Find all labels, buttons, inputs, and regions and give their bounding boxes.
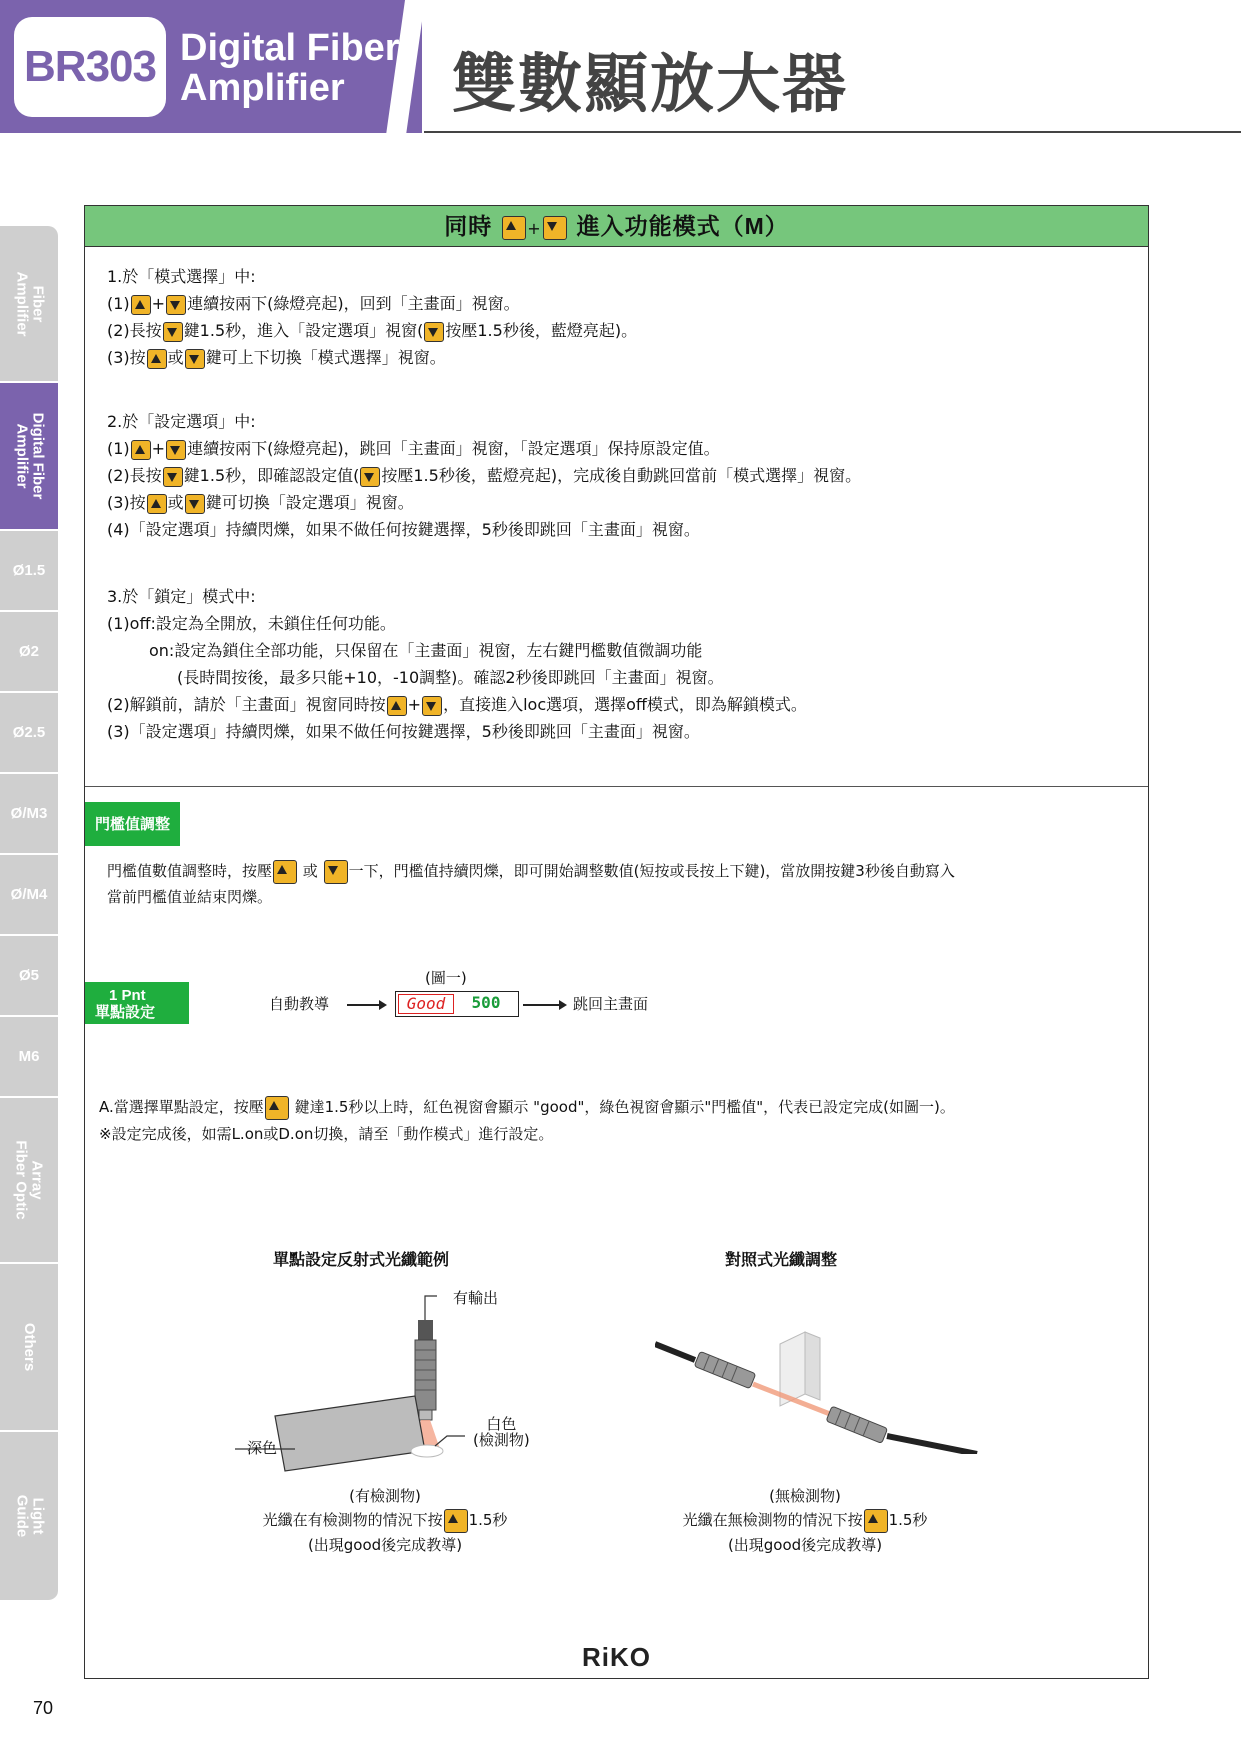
sidebar-tab-label: Ø/M4 bbox=[10, 886, 48, 903]
setting-line3: (3)按 或 鍵可切換「設定選項」視窗。 bbox=[107, 493, 414, 512]
left-caption-2: 光纖在有檢測物的情況下按 1.5秒 bbox=[235, 1508, 535, 1533]
right-caption-2: 光纖在無檢測物的情況下按 1.5秒 bbox=[655, 1508, 955, 1533]
sidebar-tab[interactable] bbox=[0, 693, 58, 773]
down-key-icon bbox=[324, 860, 348, 884]
model-badge: BR303 bbox=[14, 17, 166, 117]
page-number: 70 bbox=[33, 1698, 54, 1718]
up-key-icon bbox=[502, 216, 526, 240]
sidebar-tab[interactable] bbox=[0, 1432, 58, 1601]
note-setup: ※設定完成後，如需L.on或D.on切換，請至「動作模式」進行設定。 bbox=[99, 1125, 554, 1143]
threshold-label: 門檻值調整 bbox=[85, 802, 180, 846]
down-key-icon bbox=[185, 349, 205, 369]
mode-select-line1: (1) + 連續按兩下(綠燈亮起)，回到「主畫面」視窗。 bbox=[107, 294, 520, 313]
up-key-icon bbox=[273, 860, 297, 884]
down-key-icon bbox=[163, 322, 183, 342]
left-caption-3: (出現good後完成教導) bbox=[307, 1535, 463, 1554]
sidebar-tab-label: Fiber Amplifier bbox=[13, 270, 47, 337]
amplifier-display bbox=[395, 991, 519, 1017]
product-name bbox=[180, 28, 400, 108]
sidebar-tab-label: Others bbox=[20, 1322, 38, 1372]
up-key-icon bbox=[147, 349, 167, 369]
single-point-label-line2: 單點設定 bbox=[95, 1003, 156, 1021]
sidebar-tab[interactable] bbox=[0, 774, 58, 854]
down-key-icon bbox=[360, 467, 380, 487]
brand-name: RiKO bbox=[570, 1642, 663, 1672]
lock-line2: (2)解鎖前，請於「主畫面」視窗同時按 + ，直接進入loc選項，選擇off模式，即為解鎖模式。 bbox=[107, 695, 807, 714]
up-key-icon bbox=[864, 1509, 888, 1533]
lock-line1b: on:設定為鎖住全部功能，只保留在「主畫面」視窗，左右鍵門檻數值微調功能 bbox=[149, 641, 703, 660]
down-key-icon bbox=[185, 494, 205, 514]
setting-line2: (2)長按 鍵1.5秒，即確認設定值( 按壓1.5秒後，藍燈亮起)，完成後自動跳回當前「模式選擇」視窗。 bbox=[107, 466, 862, 485]
sidebar-tab-label: Light Guide bbox=[12, 1494, 46, 1538]
sidebar-tab[interactable] bbox=[0, 1017, 58, 1097]
down-key-icon bbox=[422, 696, 442, 716]
up-key-icon bbox=[444, 1509, 468, 1533]
red-display: Good bbox=[398, 994, 454, 1014]
sidebar-tab[interactable] bbox=[0, 1098, 58, 1263]
right-caption bbox=[655, 1484, 955, 1557]
white-label-line2: (檢測物) bbox=[473, 1431, 530, 1449]
down-key-icon bbox=[166, 295, 186, 315]
arrow-right-icon bbox=[347, 1004, 385, 1006]
left-caption bbox=[235, 1484, 535, 1557]
header-rule bbox=[424, 131, 1241, 133]
green-display: 500 bbox=[471, 993, 501, 1012]
plus-sign: + bbox=[527, 219, 542, 238]
lock-line1: (1)off:設定為全開放，未鎖住任何功能。 bbox=[107, 614, 396, 633]
white-label-line1: 白色 bbox=[486, 1415, 517, 1433]
left-illus-title: 單點設定反射式光纖範例 bbox=[273, 1250, 450, 1269]
left-caption-1: (有檢測物) bbox=[349, 1487, 421, 1505]
return-main-text: 跳回主畫面 bbox=[573, 995, 649, 1013]
right-caption-1: (無檢測物) bbox=[769, 1487, 841, 1505]
sidebar-tab[interactable] bbox=[0, 612, 58, 692]
thru-beam-fiber-illustration bbox=[655, 1324, 985, 1454]
section-header-close: ） bbox=[764, 214, 789, 240]
sidebar-tab[interactable] bbox=[0, 226, 58, 382]
mode-letter: M bbox=[744, 213, 765, 239]
sidebar-tab-label: Digital Fiber Amplifier bbox=[13, 412, 46, 500]
threshold-text-line2: 當前門檻值並結束閃爍。 bbox=[107, 888, 273, 906]
down-key-icon bbox=[163, 467, 183, 487]
up-key-icon bbox=[131, 440, 151, 460]
dark-label: 深色 bbox=[247, 1439, 278, 1457]
lock-title: 3.於「鎖定」模式中: bbox=[107, 587, 256, 606]
mode-select-title: 1.於「模式選擇」中: bbox=[107, 267, 256, 286]
section-header-prefix: 同時 bbox=[444, 214, 493, 240]
section-header bbox=[85, 206, 1148, 247]
right-illus-title: 對照式光纖調整 bbox=[725, 1250, 838, 1269]
page-title: 雙數顯放大器 bbox=[452, 48, 848, 122]
single-point-label-line1: 1 Pnt bbox=[109, 987, 146, 1004]
up-key-icon bbox=[265, 1096, 289, 1120]
sidebar-tab-label: Ø2.5 bbox=[12, 724, 46, 741]
sidebar-tab[interactable] bbox=[0, 855, 58, 935]
down-key-icon bbox=[543, 216, 567, 240]
sidebar-tab-label: Ø1.5 bbox=[12, 562, 46, 579]
content-frame bbox=[84, 205, 1149, 1679]
sidebar-tab-label: M6 bbox=[18, 1048, 40, 1065]
down-key-icon bbox=[166, 440, 186, 460]
sidebar-tab[interactable] bbox=[0, 936, 58, 1016]
arrow-right-icon bbox=[523, 1004, 565, 1006]
sidebar-tab-label: Ø/M3 bbox=[10, 805, 48, 822]
sidebar-tab-label: Array Fiber Optic bbox=[13, 1140, 46, 1220]
lock-line3: (3)「設定選項」持續閃爍，如果不做任何按鍵選擇，5秒後即跳回「主畫面」視窗。 bbox=[107, 722, 700, 741]
note-a: A.當選擇單點設定，按壓 鍵達1.5秒以上時，紅色視窗會顯示 "good"，綠色視窗會顯示"門檻值"，代表已設定完成(如圖一)。 bbox=[99, 1094, 955, 1121]
sidebar-tab[interactable] bbox=[0, 1264, 58, 1431]
up-key-icon bbox=[387, 696, 407, 716]
sidebar-tab-label: Ø5 bbox=[18, 967, 39, 984]
sidebar-tab-label: Ø2 bbox=[18, 643, 39, 660]
threshold-text-line1: 門檻值數值調整時，按壓 或 一下，門檻值持續閃爍，即可開始調整數值(短按或長按上下鍵)，當放開按鍵3秒後自動寫入 bbox=[107, 858, 955, 884]
product-name-line2: Amplifier bbox=[180, 67, 345, 109]
up-key-icon bbox=[131, 295, 151, 315]
product-name-line1: Digital Fiber bbox=[180, 27, 400, 69]
up-key-icon bbox=[147, 494, 167, 514]
setting-line4: (4)「設定選項」持續閃爍，如果不做任何按鍵選擇，5秒後即跳回「主畫面」視窗。 bbox=[107, 520, 700, 539]
section-divider bbox=[85, 786, 1148, 787]
brand-logo bbox=[85, 1642, 1148, 1687]
setting-title: 2.於「設定選項」中: bbox=[107, 412, 256, 431]
right-caption-3: (出現good後完成教導) bbox=[727, 1535, 883, 1554]
setting-line1: (1) + 連續按兩下(綠燈亮起)，跳回「主畫面」視窗，「設定選項」保持原設定值。 bbox=[107, 439, 720, 458]
auto-teach-text: 自動教導 bbox=[269, 995, 330, 1013]
mode-select-line3: (3)按 或 鍵可上下切換「模式選擇」視窗。 bbox=[107, 348, 446, 367]
figure-caption: (圖一) bbox=[425, 969, 467, 987]
lock-line1c: (長時間按後，最多只能+10，-10調整)。確認2秒後即跳回「主畫面」視窗。 bbox=[177, 668, 724, 687]
single-point-label bbox=[85, 982, 189, 1024]
output-label: 有輸出 bbox=[453, 1289, 499, 1307]
white-label bbox=[473, 1416, 530, 1448]
sidebar-tab[interactable] bbox=[0, 383, 58, 530]
section-header-suffix: 進入功能模式（ bbox=[576, 214, 745, 240]
mode-select-line2: (2)長按 鍵1.5秒，進入「設定選項」視窗( 按壓1.5秒後，藍燈亮起)。 bbox=[107, 321, 638, 340]
down-key-icon bbox=[424, 322, 444, 342]
sidebar-tab[interactable] bbox=[0, 531, 58, 611]
